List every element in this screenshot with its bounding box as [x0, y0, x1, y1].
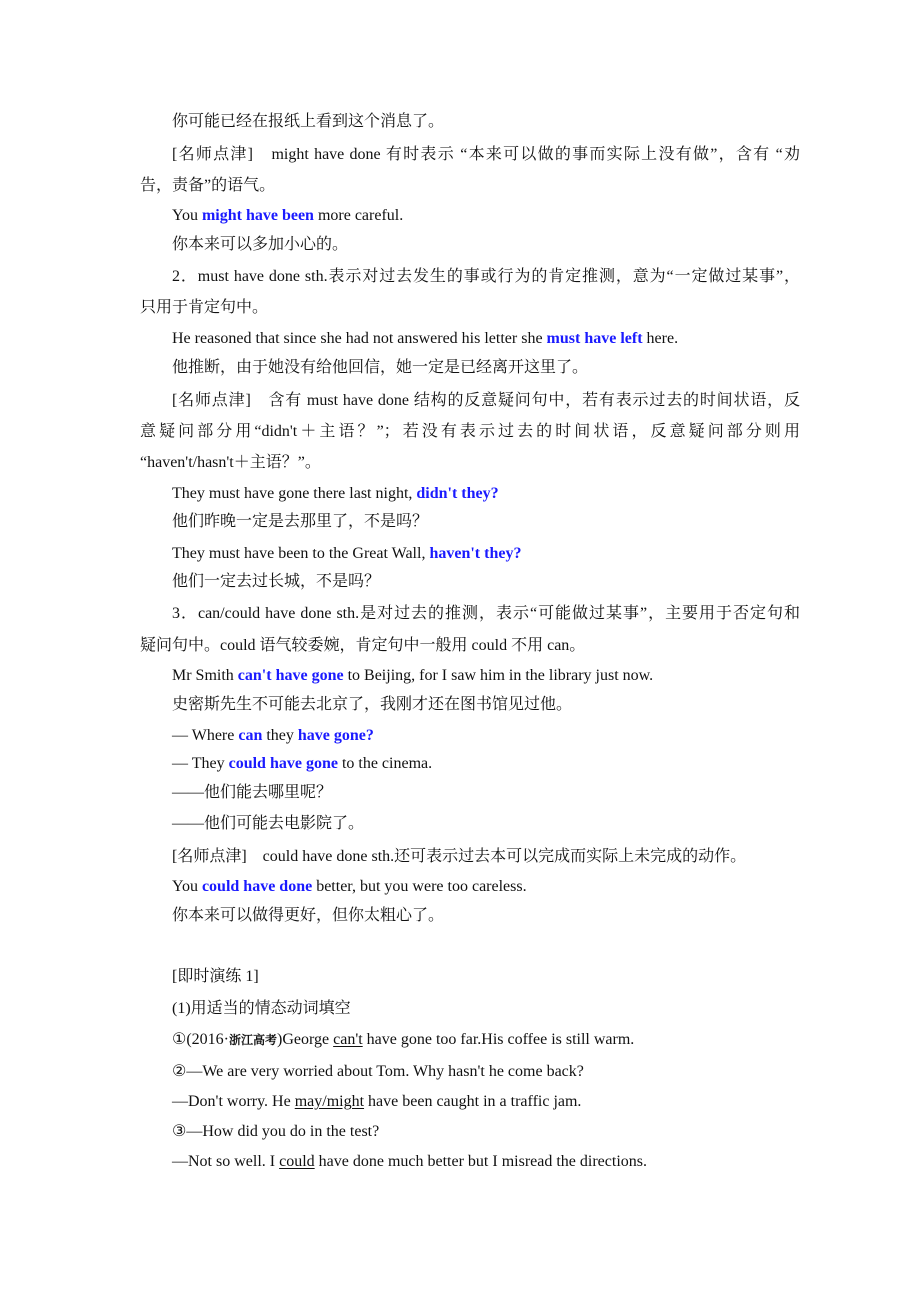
text-line	[172, 604, 800, 624]
answer-blank: may/might	[294, 1093, 365, 1110]
text-line	[172, 112, 444, 132]
text-segment: [名师点津] 含有 must have done 结构的反意疑问句中，若有表示过去的时间状语，反	[172, 392, 800, 409]
text-segment: 3．can/could have done sth.是对过去的推测，表示“可能做过某事”，主要用于否定句和	[172, 605, 800, 622]
text-line	[172, 967, 259, 987]
text-line	[172, 877, 527, 897]
text-segment: to Beijing, for I saw him in the library just now.	[343, 667, 654, 684]
text-line	[172, 572, 380, 592]
text-line	[140, 453, 321, 473]
text-line	[172, 145, 800, 165]
text-segment: [即时演练 1]	[172, 968, 259, 985]
text-segment: )George	[277, 1031, 334, 1048]
text-line	[172, 544, 521, 564]
text-segment: more careful.	[313, 207, 404, 224]
text-segment: 你可能已经在报纸上看到这个消息了。	[172, 113, 445, 130]
text-segment: He reasoned that since she had not answered his letter she	[172, 330, 547, 347]
text-segment: have been caught in a traffic jam.	[364, 1093, 582, 1110]
text-segment: 你本来可以做得更好，但你太粗心了。	[172, 907, 445, 924]
text-segment: — Where	[172, 727, 239, 744]
text-segment: You	[172, 878, 202, 895]
highlighted-phrase: can't have gone	[237, 667, 344, 684]
text-line	[172, 358, 588, 378]
text-segment: 疑问句中。could 语气较委婉，肯定句中一般用 could 不用 can。	[140, 637, 586, 654]
text-segment: You	[172, 207, 202, 224]
text-line	[172, 1122, 379, 1142]
text-line	[172, 267, 800, 287]
text-line	[172, 754, 432, 774]
text-segment: ——他们可能去电影院了。	[172, 815, 365, 832]
text-segment: better, but you were too careless.	[312, 878, 527, 895]
text-segment: here.	[642, 330, 679, 347]
text-line	[172, 1152, 647, 1172]
text-line	[172, 726, 374, 746]
text-segment: —Not so well. I	[172, 1153, 280, 1170]
text-segment: have gone too far.His coffee is still warm.	[362, 1031, 635, 1048]
text-segment: — They	[172, 755, 229, 772]
text-segment: 只用于肯定句中。	[140, 299, 269, 316]
text-line	[172, 206, 403, 226]
text-line	[172, 329, 678, 349]
text-segment: to the cinema.	[337, 755, 433, 772]
highlighted-phrase: have gone?	[297, 727, 374, 744]
highlighted-phrase: didn't they?	[416, 485, 499, 502]
highlighted-phrase: haven't they?	[429, 545, 522, 562]
text-segment: 2．must have done sth.表示对过去发生的事或行为的肯定推测，意为“一定做过某事”，	[172, 268, 800, 285]
text-segment: 意疑问部分用“didn't＋主语？”；若没有表示过去的时间状语，反意疑问部分则用	[140, 423, 800, 440]
text-segment: 史密斯先生不可能去北京了，我刚才还在图书馆见过他。	[172, 696, 573, 713]
text-line	[140, 422, 800, 442]
text-line	[172, 391, 800, 411]
text-segment: [名师点津] could have done sth.还可表示过去本可以完成而实际上未完成的动作。	[172, 848, 747, 865]
highlighted-phrase: could have gone	[228, 755, 338, 772]
answer-blank: could	[279, 1153, 315, 1170]
text-segment: [名师点津] might have done 有时表示 “本来可以做的事而实际上没有做”，含有 “劝	[172, 146, 800, 163]
text-segment: ①(2016·	[172, 1031, 229, 1048]
text-line	[172, 1030, 634, 1050]
text-line	[140, 636, 585, 656]
text-line	[172, 814, 364, 834]
text-segment: they	[262, 727, 298, 744]
text-segment: “haven't/hasn't＋主语？”。	[140, 454, 321, 471]
text-segment: 他们昨晚一定是去那里了，不是吗？	[172, 513, 429, 530]
source-label: 浙江高考	[229, 1033, 278, 1047]
highlighted-phrase: might have been	[201, 207, 314, 224]
text-segment: 告，责备”的语气。	[140, 177, 276, 194]
text-segment: 他们一定去过长城，不是吗？	[172, 573, 381, 590]
text-segment: ③—How did you do in the test?	[172, 1123, 380, 1140]
text-segment: ——他们能去哪里呢？	[172, 784, 333, 801]
text-segment: Mr Smith	[172, 667, 238, 684]
text-line	[172, 1062, 584, 1082]
text-segment: They must have been to the Great Wall,	[172, 545, 430, 562]
answer-blank: can't	[333, 1031, 363, 1048]
text-line	[172, 783, 332, 803]
text-segment: 他推断，由于她没有给他回信，她一定是已经离开这里了。	[172, 359, 589, 376]
text-segment: 你本来可以多加小心的。	[172, 236, 349, 253]
text-line	[172, 484, 499, 504]
text-line	[172, 695, 572, 715]
highlighted-phrase: can	[238, 727, 263, 744]
text-line	[172, 1092, 581, 1112]
text-line	[172, 235, 348, 255]
text-segment: They must have gone there last night,	[172, 485, 417, 502]
text-line	[172, 906, 444, 926]
text-segment: —Don't worry. He	[172, 1093, 295, 1110]
highlighted-phrase: must have left	[546, 330, 643, 347]
highlighted-phrase: could have done	[201, 878, 313, 895]
text-line	[140, 176, 275, 196]
text-segment: have done much better but I misread the directions.	[314, 1153, 647, 1170]
text-line	[172, 666, 653, 686]
text-line	[140, 298, 268, 318]
text-line	[172, 999, 351, 1019]
text-segment: (1)用适当的情态动词填空	[172, 1000, 351, 1017]
text-line	[172, 847, 746, 867]
text-segment: ②—We are very worried about Tom. Why hasn't he come back?	[172, 1063, 584, 1080]
text-line	[172, 512, 428, 532]
